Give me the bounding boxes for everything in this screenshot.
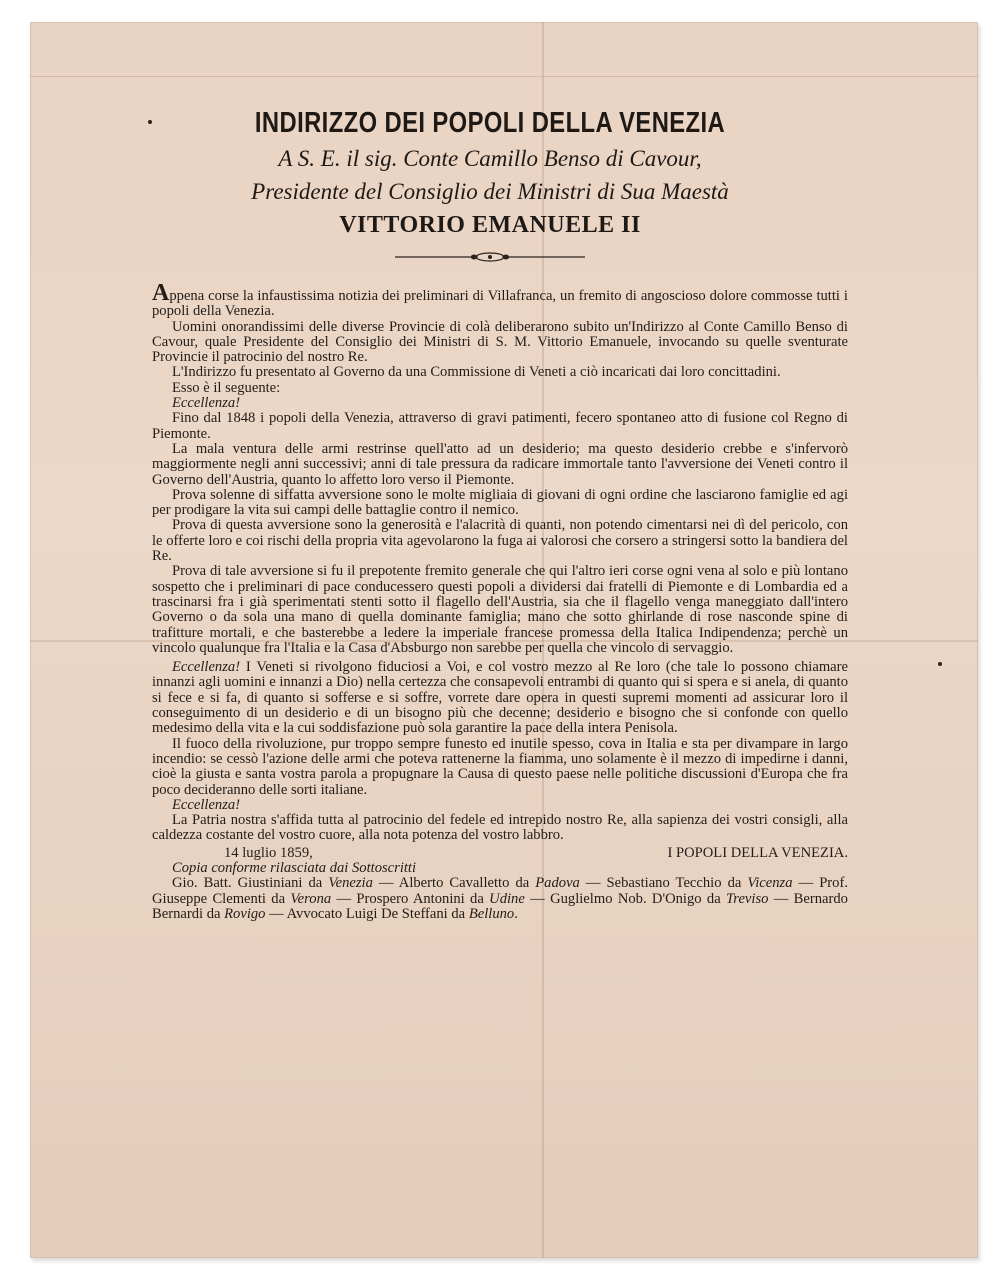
salutation: Eccellenza! [172, 395, 241, 412]
signature: I POPOLI DELLA VENEZIA. [667, 844, 848, 861]
document-header [130, 104, 850, 264]
intro-lead: Esso è il seguente: [172, 379, 281, 396]
addressee-role: Presidente del Consiglio dei Ministri di Sua Maestà [251, 179, 729, 204]
address-paragraph: Il fuoco della rivoluzione, pur troppo sempre funesto ed inutile spesso, cova in Italia e sta per divampare in largo incendio: se cessò l'azione delle armi che poteva rattenerne la fiamma, uno solamente è il mezzo di impedirne i danni, cioè la giusta e santa vostra parola a propugnare la Causa di questo paese nelle politiche discussioni d'Europa che fra poco decideranno delle sorti italiane. [152, 735, 848, 798]
address-paragraph: Prova di tale avversione si fu il prepotente fremito generale che qui l'altro ieri corse ogni vena al solo e più lontano sospetto che i preliminari di pace conducessero questi popoli a dividersi dai fratelli di Piemonte e di Lombardia ed a trascinarsi fra i già sperimentati stenti sotto il flagello dell'Austria, sia che il flagello venga maneggiato dall'intero Governo o da sola una mano di quella dominante famiglia; mano che sotto ghirlande di rose nasconde spine di trafitture mortali, e che basterebbe a ledere la imperiale francese promessa della Italica Indipendenza; perchè un vincolo qualunque fra l'Italia e la Casa d'Absburgo non sarebbe per quella che vincolo di servaggio. [152, 563, 848, 656]
addressee-line: A S. E. il sig. Conte Camillo Benso di Cavour, [278, 146, 702, 171]
address-paragraph: Prova di questa avversione sono la generosità e l'alacrità di quanti, non potendo cimentarsi nei dì del pericolo, con le offerte loro e coi rischi della propria vita agevolarono la fuga ai valorosi che corsero a stringersi sotto la bandiera del Re. [152, 517, 848, 565]
document-title: INDIRIZZO DEI POPOLI DELLA VENEZIA [254, 107, 726, 139]
copy-note: Copia conforme rilasciata dai Sottoscritti [172, 859, 417, 876]
drop-cap: A [152, 280, 170, 306]
document-date: 14 luglio 1859, [224, 844, 313, 861]
address-paragraph: Eccellenza! I Veneti si rivolgono fiduciosi a Voi, e col vostro mezzo al Re loro (che tale lo possono chiamare innanzi agli uomini e innanzi a Dio) nella certezza che consapevoli entrambi di quanto qui si spera e si anela, di quanto si fece e si fa, di quanto si sofferse e si soffre, vorrete dare opera in questi supremi momenti ad assicurar loro il conseguimento di un desiderio e di un bisogno più che decenne; desiderio e bisogno che si confonde con quello medesimo della vita e la cui soddisfazione può sola garantire la pace della intera Penisola. [152, 659, 848, 737]
salutation: Eccellenza! [172, 796, 241, 813]
date-signature-line [152, 846, 848, 861]
paper-crease [30, 76, 978, 77]
address-paragraph: La mala ventura delle armi restrinse quell'atto ad un desiderio; ma questo desiderio crebbe e s'infervorò maggiormente negli anni successivi; anni di tale pressura da radicare immortale tanto l'avversione dei Veneti contro il Governo dell'Austria, quanto lo affetto loro verso il Piemonte. [152, 440, 848, 488]
intro-paragraph: Uomini onorandissimi delle diverse Provincie di colà deliberarono subito un'Indirizzo al Conte Camillo Benso di Cavour, quale Presidente del Consiglio dei Ministri di S. M. Vittorio Emanuele, invocando su quelle sventurate Provincie il patrocinio del nostro Re. [152, 318, 848, 366]
address-paragraph: Fino dal 1848 i popoli della Venezia, attraverso di gravi patimenti, fecero spontaneo atto di fusione col Regno di Piemonte. [152, 410, 848, 442]
intro-paragraph: Appena corse la infaustissima notizia dei preliminari di Villafranca, un fremito di angoscioso dolore commosse tutti i popoli della Venezia. [152, 280, 848, 320]
address-paragraph: La Patria nostra s'affida tutta al patrocinio del fedele ed intrepido nostro Re, alla sapienza dei vostri consigli, alla caldezza costante del vostro cuore, alla nota potenza del vostro labbro. [152, 812, 848, 844]
ornament-divider-icon [390, 250, 590, 264]
ink-spot [938, 662, 942, 666]
intro-paragraph: L'Indirizzo fu presentato al Governo da una Commissione di Veneti a ciò incaricati dai loro concittadini. [172, 364, 781, 381]
document-body [152, 280, 848, 922]
signatories: Gio. Batt. Giustiniani da Venezia — Alberto Cavalletto da Padova — Sebastiano Tecchio da Vicenza — Prof. Giuseppe Clementi da Verona — Prospero Antonini da Udine — Guglielmo Nob. D'Onigo da Treviso — Bernardo Bernardi da Rovigo — Avvocato Luigi De Steffani da Belluno. [152, 875, 848, 922]
king-name: VITTORIO EMANUELE II [339, 212, 641, 238]
address-paragraph: Prova solenne di siffatta avversione sono le molte migliaia di giovani di ogni ordine che lasciarono famiglie ed agi per prodigare la vita sui campi delle battaglie contro il nemico. [152, 486, 848, 519]
